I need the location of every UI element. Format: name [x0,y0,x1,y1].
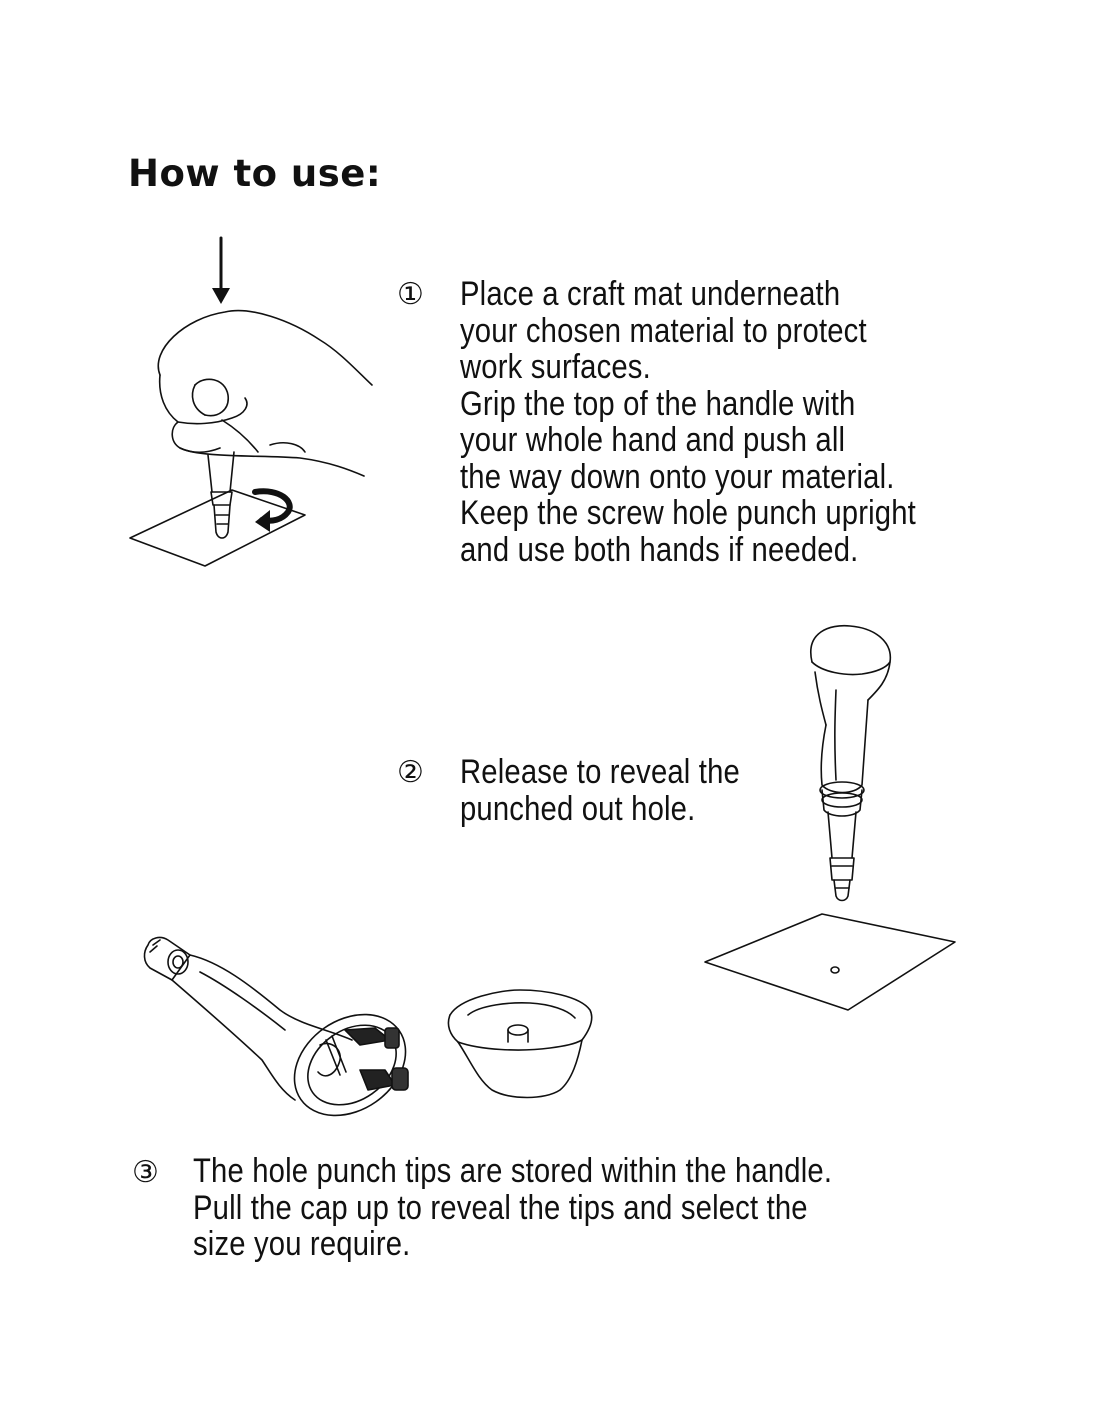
step-2-text: Release to reveal the punched out hole. [460,753,740,828]
step-1-text: Place a craft mat underneath your chosen material to protect work surfaces. Grip the top of the handle with your whole hand and push all the way down onto your material. Keep the screw hole punch upright and use both hands if needed. [460,275,916,569]
step-1-number: ① [397,277,424,312]
step-2-number: ② [397,755,424,790]
step-3-text: The hole punch tips are stored within the handle. Pull the cap up to reveal the tips and select the size you require. [193,1152,833,1263]
step-3-number: ③ [132,1155,159,1190]
page-title: How to use: [128,152,382,195]
